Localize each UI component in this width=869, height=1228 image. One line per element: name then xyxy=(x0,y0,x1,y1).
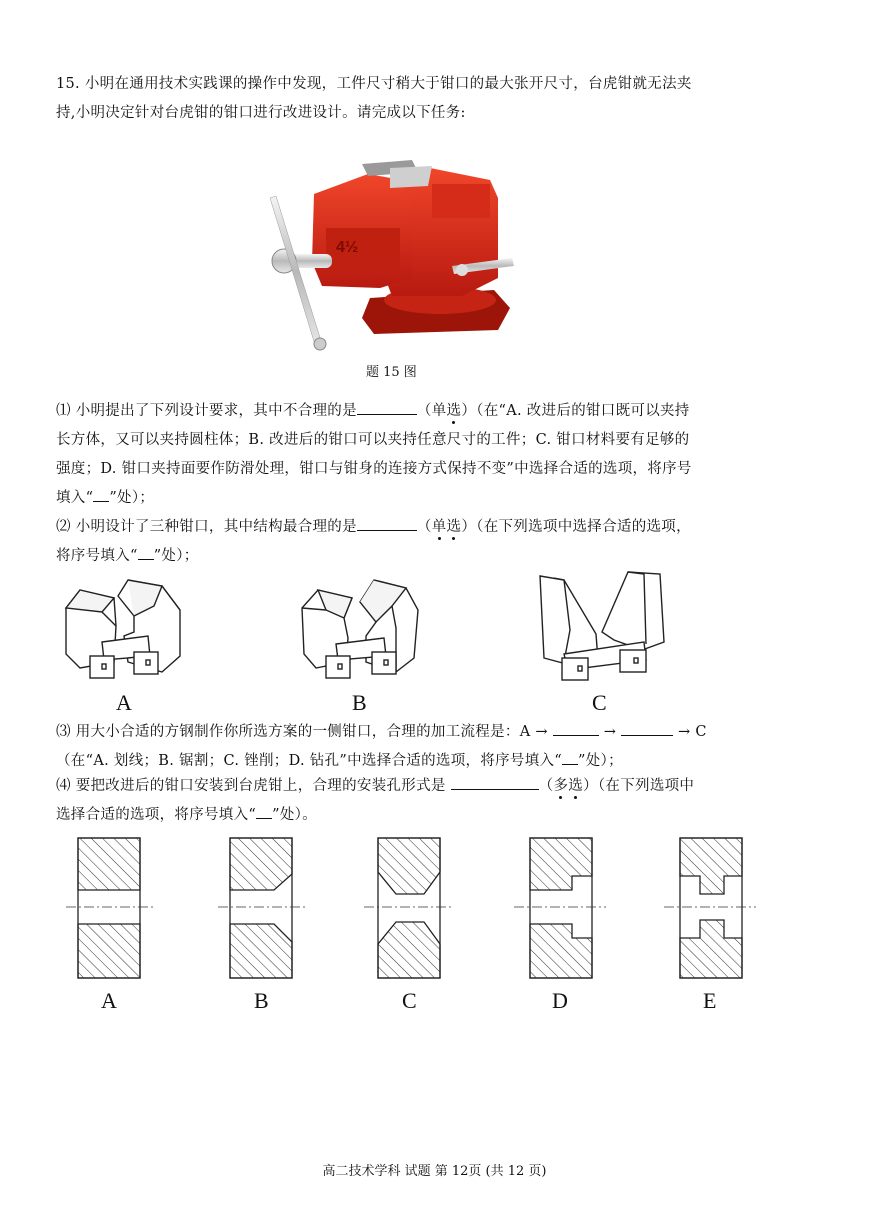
q2-fill-marker xyxy=(138,544,154,560)
q2-answer-blank[interactable] xyxy=(357,515,417,531)
hole-section-drawings xyxy=(58,828,778,988)
q3-arrow-2: → xyxy=(603,724,617,740)
q3-arrow-1: → xyxy=(535,724,548,740)
hole-option-d-drawing xyxy=(514,838,606,978)
q3-arrow-3: → xyxy=(678,724,691,740)
q4-text-a: ⑷ 要把改进后的钳口安装到台虎钳上，合理的安装孔形式是 xyxy=(56,778,446,794)
intro-line-1: 15. 小明在通用技术实践课的操作中发现，工件尺寸稍大于钳口的最大张开尺寸，台虎钳就无法夹 xyxy=(56,76,692,92)
hole-option-c-drawing xyxy=(364,838,454,978)
q3-fill-marker xyxy=(562,749,578,765)
bench-vise-image xyxy=(262,158,522,358)
hole-option-label-c: C xyxy=(402,988,417,1013)
q4-text-c: ）（在下列选项中 xyxy=(583,778,695,794)
q1-emphasis-char: 选 xyxy=(446,403,462,419)
q3-line-2a: （在“A. 划线；B. 锯割；C. 锉削；D. 钻孔”中选择合适的选项，将序号填入“ xyxy=(56,753,563,769)
hole-option-label-a: A xyxy=(101,988,117,1013)
jaw-option-label-c: C xyxy=(592,690,607,715)
q4-answer-blank[interactable] xyxy=(451,774,539,790)
q3-step-2-blank[interactable] xyxy=(621,720,673,736)
q1-answer-blank[interactable] xyxy=(357,399,417,415)
jaw-option-a-drawing xyxy=(58,576,188,686)
hole-option-label-d: D xyxy=(552,988,568,1013)
q2-line-2a: 将序号填入“ xyxy=(56,548,138,564)
q1-line-4a: 填入“ xyxy=(56,490,94,506)
jaw-option-label-a: A xyxy=(116,690,132,715)
q3-text xyxy=(56,718,816,776)
q2-text-b: （ xyxy=(416,519,432,535)
q2-emphasis-char-1: 单 xyxy=(431,519,447,535)
q4-text xyxy=(56,772,816,830)
q1-text-b: （单 xyxy=(416,403,447,419)
q1-text-c: ）（在“A. 改进后的钳口既可以夹持 xyxy=(461,403,690,419)
page-footer: 高二技术学科 试题 第 12页 (共 12 页) xyxy=(322,1164,547,1179)
jaw-option-label-b: B xyxy=(352,690,367,715)
q2-emphasis-char-2: 选 xyxy=(446,519,462,535)
q4-text-b: （ xyxy=(538,778,554,794)
hole-option-label-b: B xyxy=(254,988,269,1013)
q3-text-a: ⑶ 用大小合适的方钢制作你所选方案的一侧钳口，合理的加工流程是：A xyxy=(56,724,531,740)
jaw-option-b-drawing xyxy=(296,576,426,686)
q4-line-2a: 选择合适的选项，将序号填入“ xyxy=(56,807,257,823)
hole-option-e-drawing xyxy=(664,838,756,978)
q2-text-c: ）（在下列选项中选择合适的选项， xyxy=(461,519,691,535)
q1-line-2: 长方体，又可以夹持圆柱体；B. 改进后的钳口可以夹持任意尺寸的工件；C. 钳口材料要有足够的 xyxy=(56,432,690,448)
hole-option-b-drawing xyxy=(218,838,306,978)
q1-fill-marker xyxy=(93,486,109,502)
q2-text-a: ⑵ 小明设计了三种钳口，其中结构最合理的是 xyxy=(56,519,357,535)
q4-emphasis-char-2: 选 xyxy=(568,778,584,794)
intro-line-2: 持,小明决定针对台虎钳的钳口进行改进设计。请完成以下任务: xyxy=(56,105,466,121)
q3-step-1-blank[interactable] xyxy=(553,720,599,736)
figure-caption: 题 15 图 xyxy=(366,365,417,380)
q3-end-step: C xyxy=(695,724,707,740)
q3-line-2b: ”处）； xyxy=(578,753,623,769)
q1-text-a: ⑴ 小明提出了下列设计要求，其中不合理的是 xyxy=(56,403,357,419)
q4-line-2b: ”处）。 xyxy=(272,807,317,823)
hole-option-a-drawing xyxy=(66,838,154,978)
question-intro xyxy=(56,70,816,128)
q4-fill-marker xyxy=(256,803,272,819)
q1-line-3: 强度；D. 钳口夹持面要作防滑处理，钳口与钳身的连接方式保持不变”中选择合适的选项，将序号 xyxy=(56,461,692,477)
q4-emphasis-char-1: 多 xyxy=(553,778,569,794)
svg-text:4½: 4½ xyxy=(336,239,359,256)
hole-option-label-e: E xyxy=(703,988,717,1013)
q2-line-2b: ”处）； xyxy=(153,548,199,564)
q2-text xyxy=(56,513,816,571)
jaw-option-c-drawing xyxy=(534,570,674,688)
q1-line-4b: ”处）； xyxy=(109,490,155,506)
q1-text xyxy=(56,397,816,513)
